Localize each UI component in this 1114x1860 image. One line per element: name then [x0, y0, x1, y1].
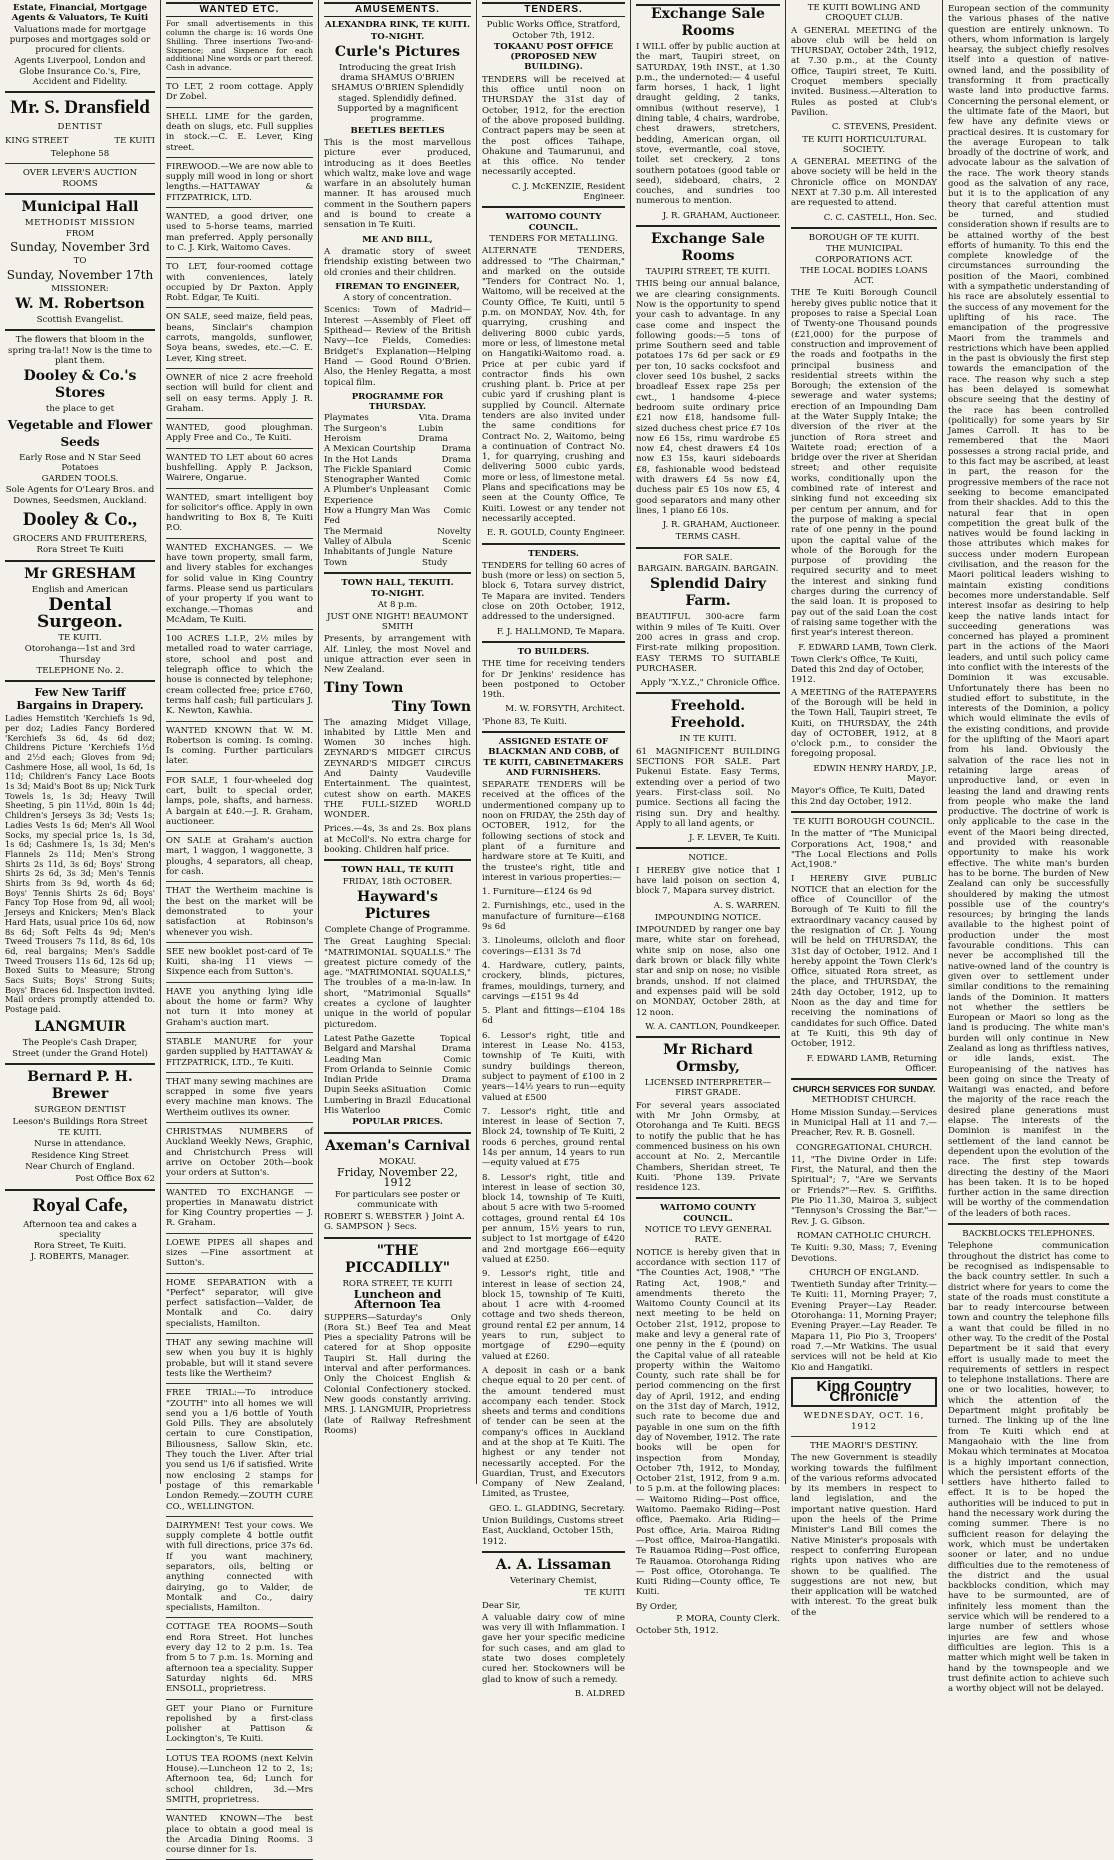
- classified-ad: 100 ACRES L.I.P., 2½ miles by metalled road to water carriage, store, school and post and telegraph office to which the house is connected by telephone; cream collected free; price £760, terms half cash; full particulars J. K. Newton, Kawhia.: [166, 634, 313, 717]
- classified-ad: STABLE MANURE for your garden supplied by HATTAWAY & FITZPATRICK, LTD., Te Kuiti.: [166, 1036, 313, 1068]
- tonight2-label: TO-NIGHT.: [370, 589, 425, 600]
- tonight-label: TO-NIGHT.: [370, 31, 425, 42]
- notice-text: I HEREBY give notice that I have laid poison on section 4, block 7, Mapara survey district.: [636, 865, 780, 897]
- castell-sign: C. C. CASTELL, Hon. Sec.: [823, 212, 937, 223]
- mebill-title: ME AND BILL,: [362, 234, 433, 245]
- classified-ad: ON SALE at Graham's auction mart, 1 waggon, 1 waggonette, 3 ploughs, 4 separators, all cheap, for cash.: [166, 836, 313, 878]
- beetles-text: This is the most marvellous picture ever produced, introducing as it does Beetles which waltz, make love and wage warfare in an absolutely human manner. It has aroused much comment in the Southern papers and is bound to create a sensation in Te Kuiti.: [324, 137, 471, 231]
- mckenzie-sign: C. J. McKENZIE, Resident Engineer.: [511, 181, 625, 203]
- programme-genre: Drama: [441, 1044, 471, 1055]
- presents-text: Presents, by arrangement with Alf. Linley, the most Novel and unique attraction ever seen in New Zealand.: [324, 634, 471, 676]
- classified-ad: WANTED, a good driver, one used to 5-horse teams, married man preferred. Apply personally to C. J. Kirk, Waitomo Caves.: [166, 212, 313, 253]
- secretaries: ROBERT S. WEBSTER } Joint A. G. SAMPSON } Secs.: [324, 1212, 465, 1233]
- programme-genre: Educational: [418, 1095, 471, 1106]
- estate-text: SEPARATE TENDERS will be received at the offices of the undermentioned company up to noon on FRIDAY, the 25th day of OCTOBER, 1912, for the following sections of stock and plant of a furniture and hardware store at Te Kuiti, and the trustee's right, title and interest in various properties:—: [482, 780, 625, 883]
- destiny-title: THE MAORI'S DESTINY.: [809, 1441, 919, 1451]
- metalling-text: ALTERNATE TENDERS, addressed to "The Chairman," and marked on the outside "Tenders for Contract No. 1, Waitomo, will be received at the County Office, Te Kuiti, until 5 p.m. on MONDAY, Nov. 4th, for quarrying, crushing and delivering 8000 cubic yards, more or less, of limestone metal on Hangatiki-Waitomo road. a. Price at per cubic yard if contractor finds his own crushing plant. b. Price at per cubic yard if crushing plant is supplied by Council. Alternate tenders are also invited under the same conditions for Contract No. 2, Waitomo, being a continuation of Contract No. 1, for quarrying, crushing and delivering 5000 cubic yards, more or less, of limestone metal. Plans and specifications may be seen at the County Office, Te Kuiti. Lowest or any tender not necessarily accepted.: [482, 246, 625, 524]
- evangelist-label: Scottish Evangelist.: [36, 315, 124, 326]
- classified-ad: THAT many sewing machines are scrapped in some five years every machine man knows. The Wertheim outlives its owner.: [166, 1076, 313, 1118]
- programme-genre: Comic: [443, 1085, 471, 1096]
- column-2: [161, 0, 318, 1856]
- metalling-title: TENDERS FOR METALLING.: [489, 233, 618, 244]
- programme-title: Valley of Albula: [324, 536, 392, 547]
- programme-row: [324, 537, 471, 547]
- programme-title: Lumbering in Brazil: [324, 1095, 412, 1106]
- classified-ad: GET your Piano or Furniture repolished by a first-class polisher at Pattison & Lockington's, Te Kuiti.: [166, 1703, 313, 1745]
- classified-ad: OWNER of nice 2 acre freehold section will build for client and sell on easy terms. Apply J. R. Graham.: [166, 372, 313, 414]
- classified-ad: TO LET, 2 room cottage. Apply Dr Zobel.: [166, 82, 313, 103]
- classified-ad: LOEWE PIPES all shapes and sizes —Fine assortment at Sutton's.: [166, 1237, 313, 1269]
- brewer-name: Bernard P. H. Brewer: [27, 1069, 133, 1103]
- dooley-stores: Dooley & Co.'s Stores: [23, 368, 137, 402]
- lamb2-sign: F. EDWARD LAMB, Returning Officer.: [806, 1053, 937, 1074]
- graham-sign-2: J. R. GRAHAM, Auctioneer.: [662, 520, 780, 531]
- langmuir-name: LANGMUIR: [34, 1018, 126, 1035]
- hayward-title: Hayward's Pictures: [357, 888, 438, 922]
- classified-ad: THAT any sewing machine will sew when you buy it is highly probable, but will it stand severe tests like the Wertheim?: [166, 1338, 313, 1379]
- estate-item: 8. Lessor's right, title and interest in lease of section 30, block 14, township of Te Kuiti, about 5 acre with two 5-roomed cottages, ground rental £4 10s per annum, 15½ years to run, subject to 1st mortgage of £420 and 2nd mortgage £66—equity valued at £250.: [482, 1172, 625, 1265]
- prices-text: Prices.—4s, 3s and 2s. Box plans at McColl's. No extra charge for booking. Children half price.: [324, 824, 471, 856]
- programme-title: Belgard and Marshal: [324, 1044, 416, 1055]
- programme-list: [324, 413, 471, 567]
- dentist-phone: Telephone 58: [50, 148, 110, 159]
- canton-sign: W. A. CANTLON, Poundkeeper.: [645, 1021, 780, 1032]
- piccadilly-address: RORA STREET, TE KUITI: [342, 1278, 453, 1289]
- brewer-address: Leeson's Buildings Rora Street: [12, 1116, 148, 1127]
- royal-address: Rora Street, Te Kuiti.: [33, 1241, 127, 1252]
- classified-ad: TO LET, four-roomed cottage with conveniences, lately occupied by Dr Paxton. Apply Robt. Edgar, Te Kuiti.: [166, 262, 313, 304]
- programme-row: [324, 485, 471, 506]
- programme-genre: Drama: [441, 454, 471, 465]
- estate-item: 1. Furniture—£124 6s 9d: [482, 887, 592, 898]
- agents-text: Agents Liverpool, London and Globe Insurance Co.'s, Fire, Accident and Fidelity.: [14, 56, 146, 88]
- impound-title: IMPOUNDING NOTICE.: [654, 912, 762, 923]
- classified-ad: SEE new booklet post-card of Te Kuiti, sha-ing 11 views — Sixpence each from Sutton's.: [166, 946, 313, 978]
- programme-genre: Vita. Drama: [418, 413, 471, 424]
- curle-text: Introducing the great Irish drama SHAMUS O'BRIEN SHAMUS O'BRIEN Splendidly staged. Splendidly defined. Supported by a magnificent programme.: [331, 62, 464, 125]
- tenders2-title: TENDERS.: [528, 548, 579, 559]
- tokaanu-text: TENDERS will be received at this office until noon on THURSDAY the 31st day of October, 1912, for the erection of the above proposed building. Contract papers may be seen at the post offices Taihape, Ohakune and Taumarunui, and at this office. No tender necessarily accepted.: [482, 74, 625, 178]
- at8-label: At 8 p.m.: [377, 600, 418, 611]
- mission-start: Sunday, November 3rd: [10, 240, 150, 255]
- programme-genre: Comic: [443, 506, 471, 517]
- warren-sign: A. S. WARREN.: [713, 900, 780, 911]
- classified-ad: WANTED, good ploughman. Apply Free and Co., Te Kuiti.: [166, 423, 313, 444]
- programme-genre: Comic: [443, 1106, 471, 1117]
- carnival-title: Axeman's Carnival: [325, 1137, 470, 1154]
- dentist-title: DENTIST: [57, 122, 103, 133]
- lissaman-title: A. A. Lissaman: [495, 1556, 612, 1573]
- programme-genre: Drama: [441, 444, 471, 455]
- dairy-title: Splendid Dairy Farm.: [649, 576, 767, 610]
- fireman-text: A story of concentration.: [343, 293, 452, 304]
- programme-title: A Mexican Courtship: [324, 444, 416, 455]
- column-header: TENDERS.: [482, 2, 625, 17]
- bowling-title: TE KUITI BOWLING AND CROQUET CLUB.: [807, 3, 921, 24]
- classified-ad: FREE TRIAL:—To introduce "ZOUTH" into all homes we will send you a 1/6 bottle of Youth Gold Pills. They are absolutely certain to cure Constipation, Biliousness, Sallow Skin, etc. They touch the Liver. After trial you send us 1/6 if satisfied. Write now enclosing 2 stamps for postage of this remarkable London Remedy.—ZOUTH CURE CO., WELLINGTON.: [166, 1388, 313, 1512]
- programme-thursday: PROGRAMME FOR THURSDAY.: [351, 391, 444, 413]
- gresham-name: Mr GRESHAM: [24, 565, 136, 582]
- aldred-sign: B. ALDRED: [574, 1688, 625, 1699]
- scenics-text: Scenics: Town of Madrid—Interest —Assembly of Fleet off Spithead— Review of the British Navy—Ice Fields, Comedies: Bridget's Explanation—Helping Hand — Good Round O'Brien. Also, the Henley Regatta, a most topical film.: [324, 305, 471, 388]
- place-text: the place to get: [45, 404, 115, 415]
- dental-surgeon: Dental Surgeon.: [37, 594, 123, 632]
- classified-ad: WANTED KNOWN—The best place to obtain a good meal is the Arcadia Dining Rooms. 3 course dinner for 1s.: [166, 1814, 313, 1856]
- vet-text: A valuable dairy cow of mine was very ill with Inflammation. I gave her your specific medicine for such cases, and am glad to state two doses completely cured her. Stockowners will be glad to know of such a remedy.: [482, 1612, 625, 1685]
- programme-row: [324, 444, 471, 454]
- taupiri-label: TAUPIRI STREET, TE KUITI.: [645, 267, 771, 278]
- drapery-text: Ladies Hemstitch 'Kerchiefs 1s 9d, per doz; Ladies Fancy Bordered 'Kerchiefs 3s 6d, 4s 6d doz; Childrens Picture 'Kerchiefs 1½d and 2½d each; Gloves from 9d; Cashmere Hose, all wool, 1s 6d, 1s 11d; Children's Fancy Lace Boots 1s 3d; Maid's Boot 8s up; Nick Turk Towels 1s, 1s 3d; Heavy Twill Sheeting, 5 pin 11½d, 80in 1s 4d; Children's Jerseys 3s 3d; Vests 1s; Ladies Vests 1s 6d; Men's All Wool Socks, my special price 1s, 1s 3d, 1s 6d; Cashmere 1s, 1s 3d; Men's Flannels 2s 11d; Men's Strong Shirts 2s 11d, 3s 6d; Boys' Strong Shirts 2s 6d, 3s 3d; Men's Tennis Shirts from 3s 9d, worth 4s 6d; Boys' Tennis Shirts 2s 6d; Boys' Fancy Top Hose from 9d, all wool; Jerseys and Knickers; Men's Black Hard Hats, usual price 10s 6d, now 8s 6d; Soft Felts 4s 9d; Men's Tweed Trousers 7s 11d, 8s 6d, 10s 6d, real bargains; Men's Saddle Tweed Trousers 11s 6d, 12s 6d up; Boxed Suits to Measure; Strong Sacs Suits; Boys' Strong Suits; Boys' Braces 6d. Inspection invited. Mail orders promptly attended to. Postage paid.: [5, 713, 155, 1015]
- to-label: TO: [73, 256, 87, 267]
- terms-cash: TERMS CASH.: [675, 532, 741, 543]
- missioner-name: W. M. Robertson: [15, 296, 145, 313]
- oct5-date: October 5th, 1912.: [636, 1626, 719, 1637]
- programme-title: Dupin Seeks aSituation: [324, 1085, 427, 1096]
- programme-row: [324, 506, 471, 527]
- classified-ads: [166, 82, 313, 1860]
- meth-text: Home Mission Sunday.—Services in Municipal Hall at 11 and 7.—Preacher, Rev. R. B. Gosnell.: [791, 1107, 937, 1139]
- programme-genre: Novelty: [437, 526, 471, 537]
- programme-row: [324, 1106, 471, 1116]
- brewer-title: SURGEON DENTIST: [34, 1105, 126, 1116]
- borough-title: BOROUGH OF TE KUITI.: [808, 232, 920, 243]
- programme-title: Leading Man: [324, 1054, 382, 1065]
- forsale-label: FOR SALE.: [683, 552, 733, 563]
- programme-genre: Comic: [443, 464, 471, 475]
- lamb1-sign: F. EDWARD LAMB, Town Clerk.: [798, 642, 937, 653]
- programme-row: [324, 1085, 471, 1095]
- programme-row: [324, 455, 471, 465]
- programme-row: [324, 547, 471, 568]
- exchange-text-1: I WILL offer by public auction at the mart, Taupiri street, on SATURDAY, 19th INST., at 1.30 p.m., the undernoted:— 4 useful farm horses, 1 hack, 1 light draught gelding, 2 tanks, omnibus (without reserve), 1 dining table, 4 chairs, wardrobe, chest drawers, stretchers, bedding, American organ, oil stove, evermantle, coal stove, toilet set creckery, 2 tons southern potatoes (good table or seed), sideboard, chairs, 2 couches, and sundries too numerous to mention.: [636, 42, 780, 207]
- estate-item: 2. Furnishings, etc., used in the manufacture of furniture—£168 9s 6d: [482, 901, 625, 933]
- pw-office: Public Works Office, Stratford, October 7th, 1912.: [486, 20, 621, 41]
- mayor-date: Mayor's Office, Te Kuiti, Dated this 2nd day October, 1912.: [791, 786, 925, 807]
- royal-cafe: Royal Cafe,: [32, 1194, 128, 1216]
- column-header: AMUSEMENTS.: [324, 2, 471, 17]
- brewer-post: Post Office Box 62: [75, 1174, 155, 1185]
- small-ads-intro: For small advertisements in this column the charge is: 16 words One Shilling. Three insertions Two-and-Sixpence; and Sixpence for each additional Nine words or part thereof. Cash in advance.: [166, 19, 313, 73]
- hort-title: TE KUITI HORTICULTURAL SOCIETY.: [802, 134, 926, 155]
- estate-item: 9. Lessor's right, title and interest in lease of section 24, block 15, township of Te Kuiti, about 1 acre with 4-roomed cottage and two sheds thereon, ground rental £2 per annum, 14 years to run, subject to mortgage of £290—equity valued at £260.: [482, 1269, 625, 1362]
- ce-text: Twentieth Sunday after Trinity.— Te Kuiti: 11, Morning Prayer; 7, Evening Prayer—Lay Reader. Otorohanga: 11, Morning Prayer; Evening Prayer.—Lay Reader. Te Mapara 11, Pio Pio 3, Troopers' road 7.—Mr Watkins. The usual services will not be held at Kio Kio and Hangatiki.: [791, 1280, 937, 1373]
- column-header: WANTED ETC.: [166, 2, 313, 17]
- vet-label: Veterinary Chemist,: [510, 1575, 597, 1586]
- potatoes-text: Early Rose and N Star Seed Potatoes: [19, 452, 141, 473]
- te-kuiti-label: TE KUITI.: [58, 632, 102, 643]
- programme-title: In the Hot Lands: [324, 454, 398, 465]
- programme-title: Latest Pathe Gazette: [324, 1033, 415, 1044]
- builders-text: THE time for receiving tenders for Dr Jenkins' residence has been postponed to October 19th.: [482, 659, 625, 701]
- classified-ad: COTTAGE TEA ROOMS—South end Rora Street. Hot lunches every day 12 to 2 p.m. 1s. Tea from 5 to 7 p.m. 1s. Morning and afternoon tea a speciality. Supper Saturday nights 6d. MRS ENSOLL, proprietress.: [166, 1622, 313, 1695]
- programme-title: His Waterloo: [324, 1106, 381, 1117]
- classified-ad: WANTED TO EXCHANGE — properties in Manawatu district for King Country properties — J. R. Graham.: [166, 1187, 313, 1229]
- meth-title: METHODIST CHURCH.: [811, 1095, 917, 1106]
- ormsby-title: Mr Richard Ormsby,: [663, 1042, 753, 1076]
- programme-title: From Orlanda to Seinnie: [324, 1064, 433, 1075]
- programme-row: [324, 413, 471, 423]
- lamb1-date: Town Clerk's Office, Te Kuiti, Dated this 2nd day of October, 1912.: [791, 654, 925, 686]
- seeds-title: Vegetable and Flower Seeds: [7, 417, 153, 449]
- tariff-title: Few New Tariff Bargains in Drapery.: [16, 686, 144, 713]
- bowling-text: A GENERAL MEETING of the above club will be held on THURSDAY, October 24th, 1912, at 7.30 p.m., at the County Office, Taupiri street, Te Kuiti. Croquet members specially invited. Business.—Alteration to Rules as posted at Club's Pavilion.: [791, 25, 937, 118]
- programme-title: How a Hungry Man Was Fed: [324, 506, 431, 527]
- interpreter-label: LICENSED INTERPRETER—FIRST GRADE.: [644, 1078, 772, 1099]
- graham-sign-1: J. R. GRAHAM, Auctioneer.: [662, 210, 780, 221]
- loan-text: THE Te Kuiti Borough Council hereby gives public notice that it proposes to raise a Special Loan of Twenty-one Thousand pounds (£21,000) for the purpose of construction and improvement of the roads and footpaths in the principal business and residential streets within the Borough; the extension of the sewerage and water systems; erection of an Impounding Dam at the Water Supply Intake; the diversion of the river at the junction of Rora street and Waitete road; erection of a bridge over the river at Sheridan street; and other requisite works, conditionally upon the combined rate of interest and sinking fund not exceeding six per centum per annum, and for the purpose of making a special rate of one penny in the pound upon the capital value of the whole of the Borough for the purpose of providing the required security and to meet the interest and sinking fund charges during the currency of the said loan. It is proposed to pay out of the said Loan the cost of raising same together with the first year's interest thereon.: [791, 288, 937, 639]
- programme-genre: Comic: [443, 485, 471, 496]
- destiny-text: The new Government is steadily working towards the fulfilment of the various reforms advocated by its members in respect to land legislation, and the important native question. Hard upon the heels of the Prime Minister's Land Bill comes the Native Minister's proposals with respect to conferring European rights upon natives who are shown to be qualified. The suggestions are not new, but their application will be watched with interest. To the great bulk of the: [791, 1453, 937, 1618]
- rc-text: Te Kuiti: 9.30, Mass; 7, Evening Devotions.: [791, 1243, 937, 1264]
- dear-sir: Dear Sir,: [482, 1600, 521, 1611]
- townhall2-title: TOWN HALL, TE KUITI: [341, 865, 454, 876]
- estate-item: 7. Lessor's right, title and interest in lease of Section 7, Block 24, township of Te Kuiti, 2 roods 6 perches, ground rental 14s per annum, 14 years to run—equity valued at £75: [482, 1106, 625, 1169]
- complete-label: Complete Change of Programme.: [324, 924, 471, 935]
- missioner-label: MISSIONER:: [51, 283, 109, 294]
- dooley-name: Dooley & Co.,: [23, 509, 137, 531]
- particulars-text: For particulars see poster or communicate with: [335, 1189, 460, 1210]
- rc-title: ROMAN CATHOLIC CHURCH.: [796, 1230, 932, 1241]
- brewer-church: Near Church of England.: [25, 1161, 135, 1172]
- tiny-text: The amazing Midget Village, inhabited by Little Men and Women 30 inches high. ZEYNARD'S MIDGET CIRCUS ZEYNARD'S MIDGET CIRCUS And Dainty Vaudeville Entertainment. The quaintest, cutest show on earth. MAKES THE FULL-SIZED WORLD WONDER.: [324, 717, 471, 821]
- deposit-text: A deposit in cash or a bank cheque equal to 20 per cent. of the amount tendered must accompany each tender. Stock sheets and terms and conditions of tender can be seen at the company's offices in Auckland and at the shop at Te Kuiti. The highest or any tender not necessarily accepted. For the Guardian, Trust, and Executors Company of New Zealand, Limited, as Trustee,: [482, 1365, 625, 1500]
- in-te-kuiti: IN TE KUITI.: [679, 734, 737, 745]
- classified-ad: SHELL LIME for the garden, death on slugs, etc. Full supplies in stock.—C. E. Lever, King street.: [166, 111, 313, 153]
- grocers-address: Rora Street Te Kuiti: [36, 545, 124, 556]
- forsyth-sign: M. W. FORSYTH, Architect.: [505, 704, 625, 715]
- tenders2-text: TENDERS for telling 60 acres of bush (more or less) on section 5, block 6, Totara survey district, Te Mapara are invited. Tenders close on 20th October, 1912, addressed to the undersigned.: [482, 560, 625, 623]
- hort-text: A GENERAL MEETING of the above society will be held in the Chronicle office on MONDAY NEXT at 7.30 p.m. All interested are requested to attend.: [791, 157, 937, 209]
- sole-agents: Sole Agents for O'Leary Bros. and Downes, Seedsmen, Auckland.: [5, 485, 155, 506]
- phone83: 'Phone 83, Te Kuiti.: [482, 716, 567, 727]
- programme-title: Playmates: [324, 413, 369, 424]
- programme-row: [324, 465, 471, 475]
- programme-genre: Lubin Drama: [418, 423, 448, 444]
- draper-text: The People's Cash Draper,: [22, 1037, 138, 1048]
- gladding-sign: GEO. L. GLADDING, Secretary.: [489, 1503, 625, 1514]
- classified-ad: CHRISTMAS NUMBERS of Auckland Weekly News, Graphic, and Christchurch Press will arrive on October 20th—book your orders at Sutton's.: [166, 1127, 313, 1179]
- notice-title: NOTICE.: [688, 853, 728, 864]
- mission-title: METHODIST MISSION: [24, 217, 136, 228]
- cong-text: 11, "The Divine Order in Life: First, the Natural, and then the Spiritual"; 7, "Are we Servants or Friends?"—Rev. S. Griffiths. Pie Pio 11.30, Mairoa 3, subject "Tennyson's Crossing the Bar."—Rev. J. G. Gibson.: [791, 1154, 937, 1227]
- xyz-apply: Apply "X.Y.Z.," Chronicle Office.: [640, 678, 780, 689]
- wcc-title: WAITOMO COUNTY COUNCIL.: [505, 212, 602, 233]
- by-order: By Order,: [636, 1601, 678, 1612]
- classified-ad: WANTED EXCHANGES. — We have town property, small farm, and livery stables for exchanges for solid value in King Country farms. Please send us particulars of your property if you want to exchange.—Thomas and McAdam, Te Kuiti.: [166, 542, 313, 625]
- backblocks-title: BACKBLOCKS TELEPHONES.: [962, 1229, 1095, 1240]
- column-3: [319, 0, 476, 1484]
- programme-list-2: [324, 1034, 471, 1116]
- programme-row: [324, 1075, 471, 1085]
- stevens-sign: C. STEVENS, President.: [831, 122, 937, 133]
- grocers-text: GROCERS AND FRUITERERS,: [12, 534, 148, 545]
- programme-title: Stenographer Wanted: [324, 475, 420, 486]
- programme-genre: Topical: [439, 1033, 471, 1044]
- programme-genre: Drama: [441, 1075, 471, 1086]
- election-text: I HEREBY GIVE PUBLIC NOTICE that an election for the office of Councillor of the Borough of Te Kuiti to fill the extraordinary vacancy caused by the resignation of Cr. J. Young will be held on THURSDAY, the 31st day of October, 1912. And I hereby appoint the Town Clerk's Office, situated Rora street, as the place, and THURSDAY, the 24th day October, 1912, up to Noon as the day and time for receiving the nominations of candidates for such Office. Dated at Te Kuiti, this 9th day of October, 1912.: [791, 874, 937, 1050]
- gould-sign: E. R. GOULD, County Engineer.: [486, 528, 625, 539]
- exchange-title-2: Exchange Sale Rooms: [651, 231, 765, 265]
- mebill-text: A dramatic story of sweet friendship existing between two old cronies and their children.: [324, 246, 471, 278]
- classified-ad: WANTED KNOWN that W. M. Robertson is coming. Is coming. Is coming. Further particulars later.: [166, 725, 313, 767]
- piccadilly-title: "THE PICCADILLY": [345, 1242, 450, 1276]
- estate-items: [482, 887, 625, 1362]
- destiny-continued: European section of the community the various phases of the native question are entirely unknown. To others, whom information is largely hearsay, the subject chiefly resolves itself into a question of native-owned land, and the possibility of transforming it from practically waste land into productive farms. Concerning the personal element, or the ultimate fate of the Maori, but few have any definite views or practical desires. It is customary for the average European to talk broadly of the doctrine of work, and advocate labour as the salvation of the race. The work theory stands good as the salvation of any race, but it is to the application of any theory that careful attention must be turned, and studied consideration shown if results are to be attained worthy of the best efforts of humanity. To this end the complete knowledge of the circumstances surrounding the position of the Maori, combined with a sympathetic understanding of his race are absolutely essential to the success of any movement for the uplifting of his race. The emancipation of the progressive Maori from the trammels and restrictions which have been applied in the past is obviously the first step towards the emancipation of the race. The reason why such a step has been delayed is somewhat obscure seeing that the destiny of the race has been controlled (politically) for some years by Sir James Carroll. It has to be remembered that the Maori possesses a strong racial pride, and to this fact may be ascribed, at least in part, the reason for the progressive members of the race not seeking to become emancipated from their shackles. Add to this the natural fear that in open competition the great bulk of the natives would be found lacking in those attributes which makes for success under modern European civilisation, and the reason for the Maori political leaders wishing to maintain existing conditions becomes more understandable. Self interest insofar as desiring to help keep the native lands intact for succeeding generations was concerned has played a prominent part in the actions of the Maori leaders, and until such policy came into conflict with the interests of the Dominion it was excusable. Unfortunately there has been no studied effort to substitute, in the interests of the Dominion, a policy which would eliminate the evils of the existing conditions, and provide for the uplifting of the Maori apart from his land. Obviously the salvation of the race lies not in retaining large areas of unproductive land, or even in leasing the land and drawing rents from people who make the land productive. The doctrine of work is only applicable to the case in the event of the Maori being directed, and provided with reasonable opportunity to make his work effective. The white man's burden has to be borne. The burden of New Zealand can only be successfully shouldered by making the utmost possible use of the country's resources; by bringing the lands available to the highest point of production under the most favourable conditions. This can never be accomplished till the native-owned land of the country is given over to settlement under similar conditions to the remaining lands of the Dominion. It matters not whether the settlers be European or Maori so long as the land is producing. The white man's burden will only continue in New Zealand as long as thriftless natives, or idle lands, exist. The Europeanising of the natives has been going on since the Treaty of Waitangi was enacted, and before the majority of the race reach the desired plane generations must elapse. The interests of the Dominion is manifest in the settlement of the land cannot be dependent upon the evolution of the race. The first step towards directing the destiny of the Maori has been taken. It is to be hoped further action in the same direction will be worthy of the commendation of the leaders of both races.: [948, 4, 1109, 1219]
- tkbc-title: TE KUITI BOROUGH COUNCIL.: [793, 816, 935, 827]
- estate-item: 6. Lessor's right, title and interest in Lease No. 4153, township of Te Kuiti, with sundry buildings thereon, subject to payment of £100 in 2 years—14½ years to run—equity valued at £500: [482, 1030, 625, 1103]
- backblocks-text: Telephone communication throughout the district has come to be recognised as indispensable to the back country settler. In such a district where for years to come the state of the roads must constitute a bar to ready intercourse between town and country the telephone fills a want that could be filled in no other way. To the credit of the Postal Department be it said that every effort is usually made to meet the requirements of settlers in respect to telephone installations. There are one or two localities, however, to which the attention of the Department might profitably be turned. The linking up of the line from Te Kuiti which end at Mangaohaio with the line from Mokau which terminates at Mocatoa is a highly important connection, which the persistent efforts of the settlers have hitherto failed to effect. It is to be hoped the authorities will be induced to put in hand the necessary work during the coming summer. There is no sufficient reason for delaying the work, which must be undertaken sooner or later, and no undue difficulties due to the remoteness of the district and the usual backblocks condition, which may have to be surmounted, are of infinitely less moment than the service which will be rendered to a large number of settlers whose injuries are few and whose difficulties are legion. This is a matter which might well be taken in hand by the townspeople and we trust definite action to achieve such a worthy object will not be delayed.: [948, 1241, 1109, 1695]
- brewer-nurse: Nurse in attendance.: [34, 1139, 126, 1150]
- programme-title: The Mermaid: [324, 526, 383, 537]
- classified-ad: WANTED, smart intelligent boy for solicitor's office. Apply in own handwriting to Box 8, Te Kuiti P.O.: [166, 492, 313, 534]
- column-4: [477, 0, 630, 1699]
- programme-row: [324, 1096, 471, 1106]
- column-5: [631, 0, 785, 1637]
- hardy-sign: EDWIN HENRY HARDY, J.P., Mayor.: [813, 763, 937, 785]
- classified-ad: HOME SEPARATION with a "Perfect" separator, will give perfect satisfaction—Valder, de Montalk and Co. dairy specialists, Hamilton.: [166, 1277, 313, 1329]
- beetles-title: BEETLES BEETLES: [350, 125, 445, 136]
- classified-ad: THAT the Wertheim machine is the best on the market will be demonstrated to your satisfaction at Robinson's whenever you wish.: [166, 886, 313, 938]
- programme-title: A Plumber's Unpleasant Experience: [324, 485, 430, 506]
- royal-manager: J. ROBERTS, Manager.: [30, 1252, 130, 1263]
- classified-ad: LOTUS TEA ROOMS (next Kelvin House).—Luncheon 12 to 2, 1s; Afternoon tea, 6d; Lunch for school children, 3d.—Mrs SMITH, proprietress.: [166, 1753, 313, 1805]
- valuations-text: Valuations made for mortgage purposes and mortgages sold or procured for clients.: [9, 24, 151, 56]
- classified-ad: DAIRYMEN! Test your cows. We supply complete 4 bottle outfit with full directions, price 37s 6d. If you want machinery, separators, oils, belting or anything connected with dairying, go to Valder, de Montalk and Co., dairy specialists, Hamilton.: [166, 1520, 313, 1614]
- popular-prices: POPULAR PRICES.: [352, 1117, 443, 1128]
- tiny-town-1: Tiny Town: [324, 679, 404, 696]
- programme-row: [324, 1065, 471, 1075]
- programme-genre: Comic: [443, 475, 471, 486]
- from-label: FROM: [65, 229, 95, 240]
- lbla-title: THE LOCAL BODIES LOANS ACT.: [800, 265, 928, 287]
- programme-row: [324, 1034, 471, 1044]
- fireman-title: FIREMAN TO ENGINEER,: [335, 281, 460, 292]
- eng-amer: English and American: [31, 584, 129, 595]
- ormsby-text: For several years associated with Mr John Ormsby, at Otorohanga and Te Kuiti. BEGS to notify the public that he has commenced business on his own account at No. 2, Mercantile Chambers, Sheridan street, Te Kuiti. 'Phone 139. Private residence 123.: [636, 1100, 780, 1194]
- dentist-location: OVER LEVER'S AUCTION ROOMS: [22, 168, 138, 189]
- programme-row: [324, 1044, 471, 1054]
- dairy-text: BEAUTIFUL 300-acre farm within 9 miles of Te Kuiti. Over 200 acres in grass and crop. First-rate milking proposition. EASY TERMS TO SUITABLE PURCHASER.: [636, 612, 780, 674]
- dentist-address: KING STREET TE KUITI: [5, 135, 155, 146]
- ce-title: CHURCH OF ENGLAND.: [809, 1267, 919, 1278]
- church-title: CHURCH SERVICES FOR SUNDAY.: [792, 1084, 936, 1095]
- masthead-date: WEDNESDAY, OCT. 16, 1912: [803, 1411, 925, 1432]
- telephone-2: TELEPHONE No. 2.: [36, 665, 124, 676]
- wcc2-title: WAITOMO COUNTY COUNCIL.: [660, 1203, 756, 1224]
- column-6: [786, 0, 942, 1618]
- mission-end: Sunday, November 17th: [6, 267, 154, 282]
- matter-text: In the matter of "The Municipal Corporations Act, 1908," and "The Local Elections and Polls Act,1908.": [791, 829, 937, 871]
- programme-row: [324, 1055, 471, 1065]
- programme-genre: Scenic: [442, 536, 471, 547]
- builders-title: TO BUILDERS.: [517, 646, 590, 657]
- cong-title: CONGREGATIONAL CHURCH.: [795, 1142, 933, 1153]
- estate-item: 3. Linoleums, oilcloth and floor coverings—£131 3s 7d: [482, 936, 625, 957]
- programme-title: Indian Pride: [324, 1075, 378, 1086]
- onenight-label: JUST ONE NIGHT! BEAUMONT SMITH: [327, 611, 468, 633]
- classified-ad: FIREWOOD.—We are now able to supply mill wood in long or short lengths.—HATTAWAY & FITZPATRICK, LTD.: [166, 161, 313, 203]
- hallmond-sign: F. J. HALLMOND, Te Mapara.: [496, 626, 625, 637]
- programme-title: The Fickle Spaniard: [324, 464, 412, 475]
- freehold-text: 61 MAGNIFICENT BUILDING SECTIONS FOR SALE. Part Pukenui Estate. Easy Terms, extending over a period of two years. First-class soil. No pumice. Sections all facing the rising sun. Dry and healthy. Apply to all land agents, or: [636, 746, 780, 829]
- garden-text: GARDEN TOOLS.: [41, 474, 119, 485]
- ratepayers-text: A MEETING of the RATEPAYERS of the Borough will be held in the Town Hall, Taupiri street, Te Kuiti, on THURSDAY, the 24th day of OCTOBER, 1912, at 8 o'clock p.m., to consider the foregoing proposal.: [791, 687, 937, 760]
- classified-ad: HAVE you anything lying idle about the home or farm? Why not turn it into money at Graham's auction mart.: [166, 986, 313, 1028]
- estate-item: 5. Plant and fittings—£104 18s 6d: [482, 1006, 625, 1027]
- curle-title: Curle's Pictures: [334, 43, 461, 60]
- classified-ad: FOR SALE, 1 four-wheeled dog cart, built to special order, lamps, pole, shafts, and harness. A bargain at £40.—J. R. Graham, auctioneer.: [166, 775, 313, 827]
- flowers-text: The flowers that bloom in the spring tra-la!! Now is the time to plant them.: [8, 335, 152, 366]
- estate-agents: Estate, Financial, Mortgage Agents & Valuators, Te Kuiti: [11, 3, 149, 24]
- mora-sign: P. MORA, County Clerk.: [676, 1614, 780, 1624]
- tiny-town-2: Tiny Town: [391, 698, 471, 715]
- mca-title: THE MUNICIPAL CORPORATIONS ACT.: [815, 244, 913, 265]
- union-text: Union Buildings, Customs street East, Auckland, October 15th, 1912.: [482, 1516, 624, 1547]
- programme-title: Inhabitants of Jungle Town: [324, 547, 416, 568]
- levy-text: NOTICE is hereby given that in accordance with section 117 of "The Counties Act, 1908," "The Rating Act, 1908," and amendments thereto the Waitomo County Council at its next meeting to be held on October 21st, 1912, propose to make and levy a general rate of one penny in the £ (pound) on the Capital value of all rateable property within the Waitomo County, such rate shall be for period commencing on the first day of April, 1912, and ending on the 31st day of March, 1912, such rate to become due and payable in one sum on the fifth day of November, 1912. The rate books will be open for inspection from Monday, October 7th, 1912, to Monday, October 21st, 1912, from 9 a.m. to 5 p.m. at the following places:— Waitomo Riding—Post office, Waitomo. Paemako Riding—Post office, Paemako. Aria Riding—Post office, Aria. Mairoa Riding—Post office, Mairoa-Hangatiki. Te Rauamoa Riding—Post office, Te Rauamoa. Otorohanga Riding — Post office, Otorohanga. Te Kuiti Riding—County office, Te Kuiti.: [636, 1247, 780, 1598]
- rink-title: ALEXANDRA RINK, TE KUITI.: [325, 20, 470, 31]
- programme-row: [324, 475, 471, 485]
- programme-genre: Comic: [443, 1064, 471, 1075]
- laughing-text: The Great Laughing Special: "MATRIMONIAL SQUALLS." The greatest picture comedy of the age. "MATRIMONIAL SQUALLS," The troubles of a ma-in-law. In short, "Matrimonial Squalls" creates a cyclone of laughter unique in the world of popular picturedom.: [324, 937, 471, 1030]
- royal-text: Afternoon tea and cakes a speciality: [23, 1219, 137, 1240]
- classified-ad: ON SALE, seed maize, field peas, beans, Sinclair's champion carrots, mangolds, sunflower, Soya beans, swedes, etc.—C. E. Lever, King street.: [166, 312, 313, 364]
- dentist-name: Mr. S. Dransfield: [10, 97, 150, 119]
- column-1: [0, 0, 160, 1484]
- freehold-title: Freehold. Freehold.: [670, 698, 746, 732]
- townhall-title: TOWN HALL, TEKUITI.: [341, 577, 454, 588]
- lever-sign: J. F. LEVER, Te Kuiti.: [688, 833, 780, 844]
- draper-address: Street (under the Grand Hotel): [12, 1049, 148, 1060]
- programme-genre: Comic: [443, 1054, 471, 1065]
- piccadilly-sub: Luncheon and Afternoon Tea: [353, 1287, 442, 1312]
- programme-genre: Nature Study: [421, 547, 453, 568]
- friday-label: FRIDAY, 18th OCTOBER.: [342, 876, 453, 887]
- masthead: King Country Chronicle: [791, 1377, 937, 1408]
- programme-row: [324, 424, 471, 445]
- estate-title: ASSIGNED ESTATE OF BLACKMAN AND COBB, of TE KUITI, CABINETMAKERS AND FURNISHERS.: [483, 737, 624, 778]
- impound-text: IMPOUNDED by ranger one bay mare, white star on forehead, white snip on nose, also one dark brown or black filly white star and snip on nose; no visible brands, unshod. If not claimed and expenses paid will be sold on MONDAY, October 28th, at 12 noon.: [636, 925, 780, 1018]
- otorohanga-text: Otorohanga—1st and 3rd Thursday: [24, 644, 136, 665]
- classified-ad: WANTED TO LET about 60 acres bushfelling. Apply P. Jackson, Wairere, Ongarue.: [166, 452, 313, 484]
- exchange-text-2: THIS being our annual balance, we are clearing consignments. Now is the opportunity to spend your cash to advantage. In any case come and inspect the following goods:—5 tons of prime Southern seed and table potatoes 17s 6d per sack or £9 per ton, 10 sacks cocksfoot and clover seed 10s bushel, 2 sacks broadleaf Essex rape 25s per cwt., 1 handsome 4-piece bedroom suite ordinary price £21 now £18, handsome full-sized duchess chest price £7 10s now £6 15s, rimu wardrobe £5 now £4, chest drawers £4 10s now £3 15s, kauri sideboards £8, fashionable wood bedstead with drawers £4 5s now £4, duchess pair £5 10s now £5, 4 good separators and many other lines, 1 piano £6 10s.: [636, 279, 780, 516]
- levy-title: NOTICE TO LEVY GENERAL RATE.: [644, 1225, 772, 1246]
- exchange-title-1: Exchange Sale Rooms: [636, 4, 780, 40]
- programme-row: [324, 527, 471, 537]
- programme-title: The Surgeon's Heroism: [324, 423, 387, 444]
- tokaanu-title: TOKAANU POST OFFICE (PROPOSED NEW BUILDING).: [493, 41, 614, 73]
- piccadilly-text: SUPPERS—Saturday's Only (Rora St.) Beef Tea and Meat Pies a speciality Patrons will be catered for at Shop opposite Taupiri St. Hall during the interval and after performances. Only the Choicest English & Colonial Confectionery stocked. New goods constantly arriving. MRS. J. LANGMUIR, Proprietress (late of Railway Refreshment Rooms): [324, 1312, 471, 1436]
- estate-item: 4. Hardware, cutlery, paints, crockery, blinds, pictures, frames, mouldings, turnery, and carvings —£151 9s 4d: [482, 960, 625, 1002]
- brewer-town: TE KUITI.: [58, 1128, 102, 1139]
- mokau-label: MOKAU.: [378, 1156, 417, 1167]
- hall-title: Municipal Hall: [21, 198, 139, 215]
- carnival-date: Friday, November 22, 1912: [337, 1165, 458, 1190]
- vet-town: TE KUITI: [584, 1588, 625, 1599]
- bargain-label: BARGAIN. BARGAIN. BARGAIN.: [637, 564, 779, 575]
- column-7: [943, 0, 1114, 1695]
- brewer-residence: Residence King Street: [31, 1150, 129, 1161]
